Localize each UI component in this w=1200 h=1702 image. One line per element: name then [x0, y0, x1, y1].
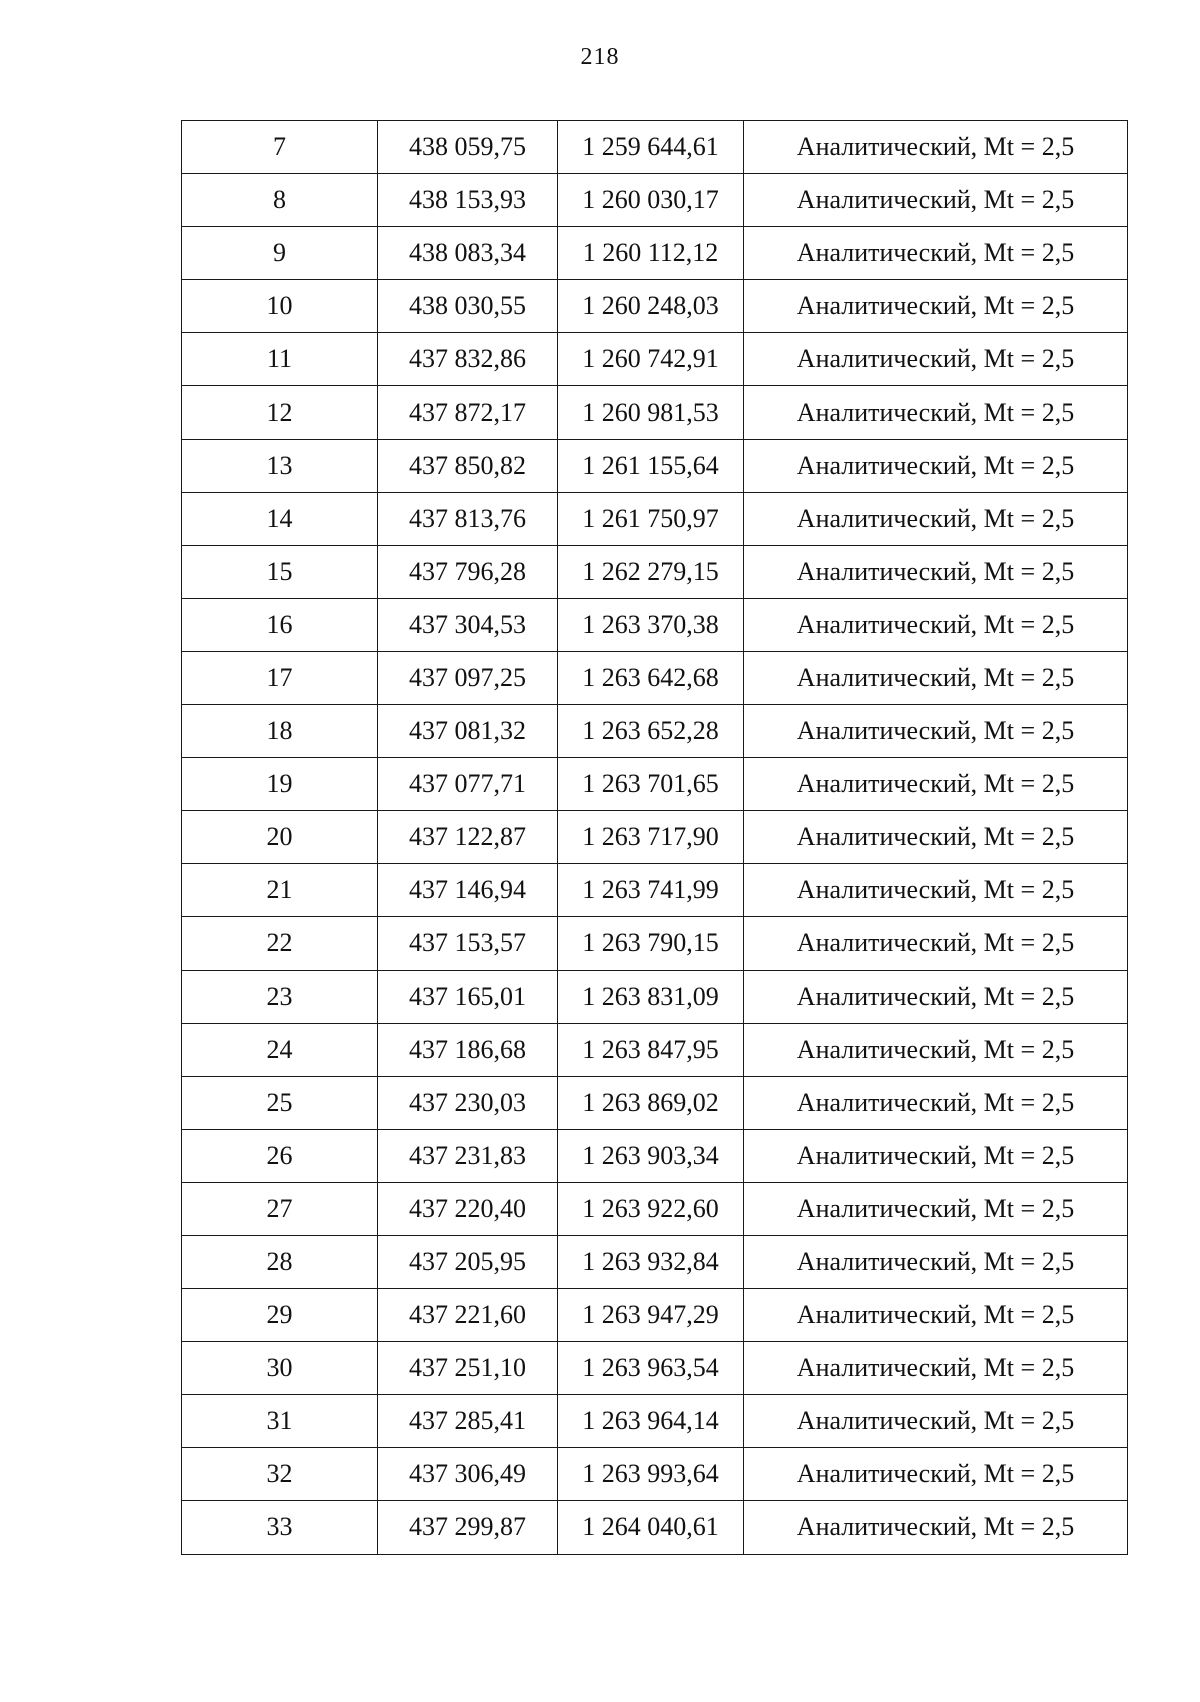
x-coordinate-cell: 438 059,75: [378, 121, 558, 174]
point-number-cell: 10: [182, 280, 378, 333]
point-number-cell: 29: [182, 1289, 378, 1342]
point-number-cell: 14: [182, 492, 378, 545]
x-coordinate-cell: 438 153,93: [378, 174, 558, 227]
y-coordinate-cell: 1 263 903,34: [558, 1129, 744, 1182]
y-coordinate-cell: 1 263 717,90: [558, 811, 744, 864]
table-row: [182, 545, 1128, 598]
x-coordinate-cell: 437 077,71: [378, 758, 558, 811]
table-row: [182, 970, 1128, 1023]
method-cell: Аналитический, Mt = 2,5: [744, 1182, 1128, 1235]
y-coordinate-cell: 1 263 790,15: [558, 917, 744, 970]
x-coordinate-cell: 437 146,94: [378, 864, 558, 917]
point-number-cell: 13: [182, 439, 378, 492]
table-row: [182, 1023, 1128, 1076]
x-coordinate-cell: 437 813,76: [378, 492, 558, 545]
point-number-cell: 11: [182, 333, 378, 386]
point-number-cell: 17: [182, 651, 378, 704]
x-coordinate-cell: 437 306,49: [378, 1448, 558, 1501]
y-coordinate-cell: 1 261 155,64: [558, 439, 744, 492]
method-cell: Аналитический, Mt = 2,5: [744, 758, 1128, 811]
table-row: [182, 917, 1128, 970]
point-number-cell: 25: [182, 1076, 378, 1129]
table-row: [182, 811, 1128, 864]
table-row: [182, 1395, 1128, 1448]
table-row: [182, 174, 1128, 227]
point-number-cell: 21: [182, 864, 378, 917]
point-number-cell: 26: [182, 1129, 378, 1182]
point-number-cell: 18: [182, 705, 378, 758]
y-coordinate-cell: 1 259 644,61: [558, 121, 744, 174]
x-coordinate-cell: 437 153,57: [378, 917, 558, 970]
x-coordinate-cell: 437 850,82: [378, 439, 558, 492]
x-coordinate-cell: 437 304,53: [378, 598, 558, 651]
method-cell: Аналитический, Mt = 2,5: [744, 970, 1128, 1023]
y-coordinate-cell: 1 263 642,68: [558, 651, 744, 704]
x-coordinate-cell: 437 230,03: [378, 1076, 558, 1129]
point-number-cell: 31: [182, 1395, 378, 1448]
point-number-cell: 30: [182, 1342, 378, 1395]
table-row: [182, 1235, 1128, 1288]
table-row: [182, 333, 1128, 386]
y-coordinate-cell: 1 263 370,38: [558, 598, 744, 651]
x-coordinate-cell: 437 285,41: [378, 1395, 558, 1448]
method-cell: Аналитический, Mt = 2,5: [744, 651, 1128, 704]
method-cell: Аналитический, Mt = 2,5: [744, 545, 1128, 598]
table-row: [182, 1501, 1128, 1554]
method-cell: Аналитический, Mt = 2,5: [744, 811, 1128, 864]
method-cell: Аналитический, Mt = 2,5: [744, 386, 1128, 439]
table-row: [182, 864, 1128, 917]
y-coordinate-cell: 1 263 652,28: [558, 705, 744, 758]
table-row: [182, 439, 1128, 492]
y-coordinate-cell: 1 263 741,99: [558, 864, 744, 917]
point-number-cell: 32: [182, 1448, 378, 1501]
coordinates-table: [181, 120, 1128, 1555]
method-cell: Аналитический, Mt = 2,5: [744, 598, 1128, 651]
x-coordinate-cell: 438 030,55: [378, 280, 558, 333]
method-cell: Аналитический, Mt = 2,5: [744, 917, 1128, 970]
x-coordinate-cell: 437 231,83: [378, 1129, 558, 1182]
table-row: [182, 1129, 1128, 1182]
point-number-cell: 9: [182, 227, 378, 280]
method-cell: Аналитический, Mt = 2,5: [744, 1289, 1128, 1342]
x-coordinate-cell: 438 083,34: [378, 227, 558, 280]
table-row: [182, 1289, 1128, 1342]
method-cell: Аналитический, Mt = 2,5: [744, 864, 1128, 917]
point-number-cell: 24: [182, 1023, 378, 1076]
method-cell: Аналитический, Mt = 2,5: [744, 280, 1128, 333]
y-coordinate-cell: 1 260 112,12: [558, 227, 744, 280]
method-cell: Аналитический, Mt = 2,5: [744, 1129, 1128, 1182]
y-coordinate-cell: 1 261 750,97: [558, 492, 744, 545]
x-coordinate-cell: 437 205,95: [378, 1235, 558, 1288]
y-coordinate-cell: 1 260 981,53: [558, 386, 744, 439]
method-cell: Аналитический, Mt = 2,5: [744, 333, 1128, 386]
y-coordinate-cell: 1 263 963,54: [558, 1342, 744, 1395]
table-row: [182, 1342, 1128, 1395]
method-cell: Аналитический, Mt = 2,5: [744, 1501, 1128, 1554]
table-row: [182, 386, 1128, 439]
point-number-cell: 27: [182, 1182, 378, 1235]
table-row: [182, 227, 1128, 280]
x-coordinate-cell: 437 081,32: [378, 705, 558, 758]
method-cell: Аналитический, Mt = 2,5: [744, 1023, 1128, 1076]
method-cell: Аналитический, Mt = 2,5: [744, 1395, 1128, 1448]
x-coordinate-cell: 437 872,17: [378, 386, 558, 439]
method-cell: Аналитический, Mt = 2,5: [744, 439, 1128, 492]
x-coordinate-cell: 437 796,28: [378, 545, 558, 598]
page-number: 218: [580, 44, 620, 70]
method-cell: Аналитический, Mt = 2,5: [744, 227, 1128, 280]
method-cell: Аналитический, Mt = 2,5: [744, 174, 1128, 227]
y-coordinate-cell: 1 263 701,65: [558, 758, 744, 811]
x-coordinate-cell: 437 165,01: [378, 970, 558, 1023]
y-coordinate-cell: 1 263 964,14: [558, 1395, 744, 1448]
method-cell: Аналитический, Mt = 2,5: [744, 1342, 1128, 1395]
table-row: [182, 758, 1128, 811]
method-cell: Аналитический, Mt = 2,5: [744, 1448, 1128, 1501]
x-coordinate-cell: 437 220,40: [378, 1182, 558, 1235]
y-coordinate-cell: 1 263 922,60: [558, 1182, 744, 1235]
table-row: [182, 121, 1128, 174]
point-number-cell: 23: [182, 970, 378, 1023]
method-cell: Аналитический, Mt = 2,5: [744, 1076, 1128, 1129]
table-row: [182, 705, 1128, 758]
x-coordinate-cell: 437 832,86: [378, 333, 558, 386]
y-coordinate-cell: 1 263 831,09: [558, 970, 744, 1023]
table-row: [182, 492, 1128, 545]
x-coordinate-cell: 437 251,10: [378, 1342, 558, 1395]
x-coordinate-cell: 437 122,87: [378, 811, 558, 864]
y-coordinate-cell: 1 263 869,02: [558, 1076, 744, 1129]
point-number-cell: 19: [182, 758, 378, 811]
y-coordinate-cell: 1 260 030,17: [558, 174, 744, 227]
point-number-cell: 20: [182, 811, 378, 864]
x-coordinate-cell: 437 097,25: [378, 651, 558, 704]
y-coordinate-cell: 1 263 932,84: [558, 1235, 744, 1288]
y-coordinate-cell: 1 262 279,15: [558, 545, 744, 598]
method-cell: Аналитический, Mt = 2,5: [744, 492, 1128, 545]
y-coordinate-cell: 1 263 947,29: [558, 1289, 744, 1342]
method-cell: Аналитический, Mt = 2,5: [744, 705, 1128, 758]
table-row: [182, 280, 1128, 333]
point-number-cell: 16: [182, 598, 378, 651]
y-coordinate-cell: 1 263 993,64: [558, 1448, 744, 1501]
method-cell: Аналитический, Mt = 2,5: [744, 121, 1128, 174]
x-coordinate-cell: 437 221,60: [378, 1289, 558, 1342]
table-row: [182, 1448, 1128, 1501]
y-coordinate-cell: 1 260 248,03: [558, 280, 744, 333]
point-number-cell: 8: [182, 174, 378, 227]
coordinates-table-body: [182, 121, 1128, 1555]
table-row: [182, 1182, 1128, 1235]
table-row: [182, 651, 1128, 704]
point-number-cell: 15: [182, 545, 378, 598]
y-coordinate-cell: 1 263 847,95: [558, 1023, 744, 1076]
y-coordinate-cell: 1 264 040,61: [558, 1501, 744, 1554]
point-number-cell: 28: [182, 1235, 378, 1288]
point-number-cell: 7: [182, 121, 378, 174]
x-coordinate-cell: 437 299,87: [378, 1501, 558, 1554]
x-coordinate-cell: 437 186,68: [378, 1023, 558, 1076]
point-number-cell: 12: [182, 386, 378, 439]
table-row: [182, 598, 1128, 651]
point-number-cell: 33: [182, 1501, 378, 1554]
table-row: [182, 1076, 1128, 1129]
y-coordinate-cell: 1 260 742,91: [558, 333, 744, 386]
point-number-cell: 22: [182, 917, 378, 970]
method-cell: Аналитический, Mt = 2,5: [744, 1235, 1128, 1288]
